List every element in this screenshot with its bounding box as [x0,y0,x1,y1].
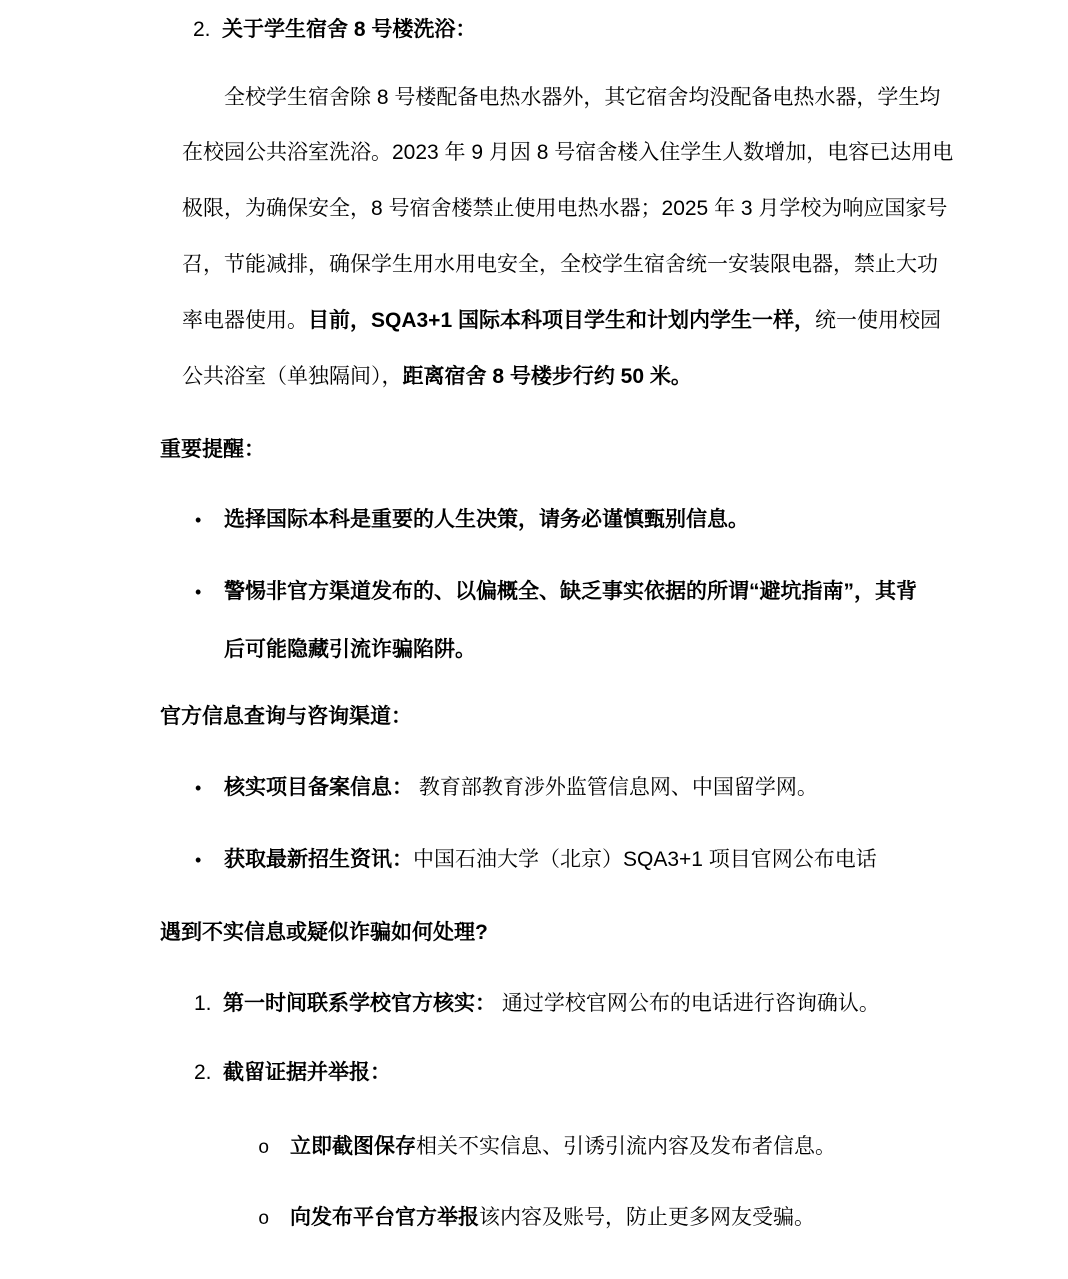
handling-sub-bullet-2-text: 该内容及账号，防止更多网友受骗。 [479,1206,815,1229]
handling-sub-bullet-2-label: 向发布平台官方举报 [290,1206,479,1229]
reminder-bullet-1-text: 选择国际本科是重要的人生决策，请务必谨慎甄别信息。 [224,508,749,531]
reminder-bullet-2 [195,577,917,607]
bullet-icon: • [195,778,202,798]
dorm-paragraph-line-5 [182,306,941,336]
handling-heading: 遇到不实信息或疑似诈骗如何处理? [160,921,488,944]
handling-item-1 [194,989,880,1019]
dorm-paragraph-line-2: 在校园公共浴室洗浴。2023 年 9 月因 8 号宿舍楼入住学生人数增加，电容已达用电 [182,141,954,164]
channels-bullet-2-label: 获取最新招生资讯： [224,848,413,871]
dorm-item-heading [193,15,476,45]
dorm-paragraph-line-6 [182,362,692,392]
handling-sub-bullet-1 [258,1132,836,1163]
channels-bullet-2 [195,845,877,875]
dorm-paragraph-line6-regular: 公共浴室（单独隔间）， [182,365,403,388]
reminder-heading: 重要提醒： [160,438,265,461]
dorm-item-number: 2. [193,18,211,41]
bullet-icon: • [195,582,202,602]
handling-sub-bullet-1-label: 立即截图保存 [290,1135,416,1158]
dorm-paragraph-line-1: 全校学生宿舍除 8 号楼配备电热水器外，其它宿舍均没配备电热水器，学生均 [224,86,941,109]
handling-sub-bullet-1-text: 相关不实信息、引诱引流内容及发布者信息。 [416,1135,836,1158]
handling-item-1-text: 通过学校官网公布的电话进行咨询确认。 [496,992,880,1015]
dorm-item-title: 关于学生宿舍 8 号楼洗浴： [222,18,477,41]
handling-item-2-number: 2. [194,1061,212,1084]
reminder-bullet-2-text-line1: 警惕非官方渠道发布的、以偏概全、缺乏事实依据的所谓“避坑指南”，其背 [224,580,917,603]
dorm-paragraph-line5-bold: 目前，SQA3+1 国际本科项目学生和计划内学生一样， [308,309,815,332]
channels-heading: 官方信息查询与咨询渠道： [160,705,412,728]
reminder-bullet-2-text-line2: 后可能隐藏引流诈骗陷阱。 [224,638,476,661]
channels-bullet-1-label: 核实项目备案信息： [224,776,413,799]
handling-item-2 [194,1058,391,1088]
bullet-icon: • [195,510,202,530]
sub-bullet-icon: o [258,1208,270,1230]
channels-bullet-2-text: 中国石油大学（北京）SQA3+1 项目官网公布电话 [413,848,877,871]
dorm-paragraph-line5-regular: 率电器使用。 [182,309,308,332]
dorm-paragraph-line6-bold: 距离宿舍 8 号楼步行约 50 米。 [402,365,692,388]
sub-bullet-icon: o [258,1137,270,1159]
reminder-bullet-1 [195,505,749,535]
handling-item-1-number: 1. [194,992,212,1015]
dorm-paragraph-line5-regular2: 统一使用校园 [814,309,941,332]
channels-bullet-1 [195,773,818,803]
dorm-paragraph-line-3: 极限，为确保安全，8 号宿舍楼禁止使用电热水器；2025 年 3 月学校为响应国家号 [182,197,948,220]
channels-bullet-1-text: 教育部教育涉外监管信息网、中国留学网。 [413,776,818,799]
bullet-icon: • [195,850,202,870]
handling-item-2-label: 截留证据并举报： [223,1061,391,1084]
handling-item-1-label: 第一时间联系学校官方核实： [223,992,496,1015]
dorm-paragraph-line-4: 召，节能减排，确保学生用水用电安全，全校学生宿舍统一安装限电器，禁止大功 [182,253,938,276]
handling-sub-bullet-2 [258,1203,815,1234]
